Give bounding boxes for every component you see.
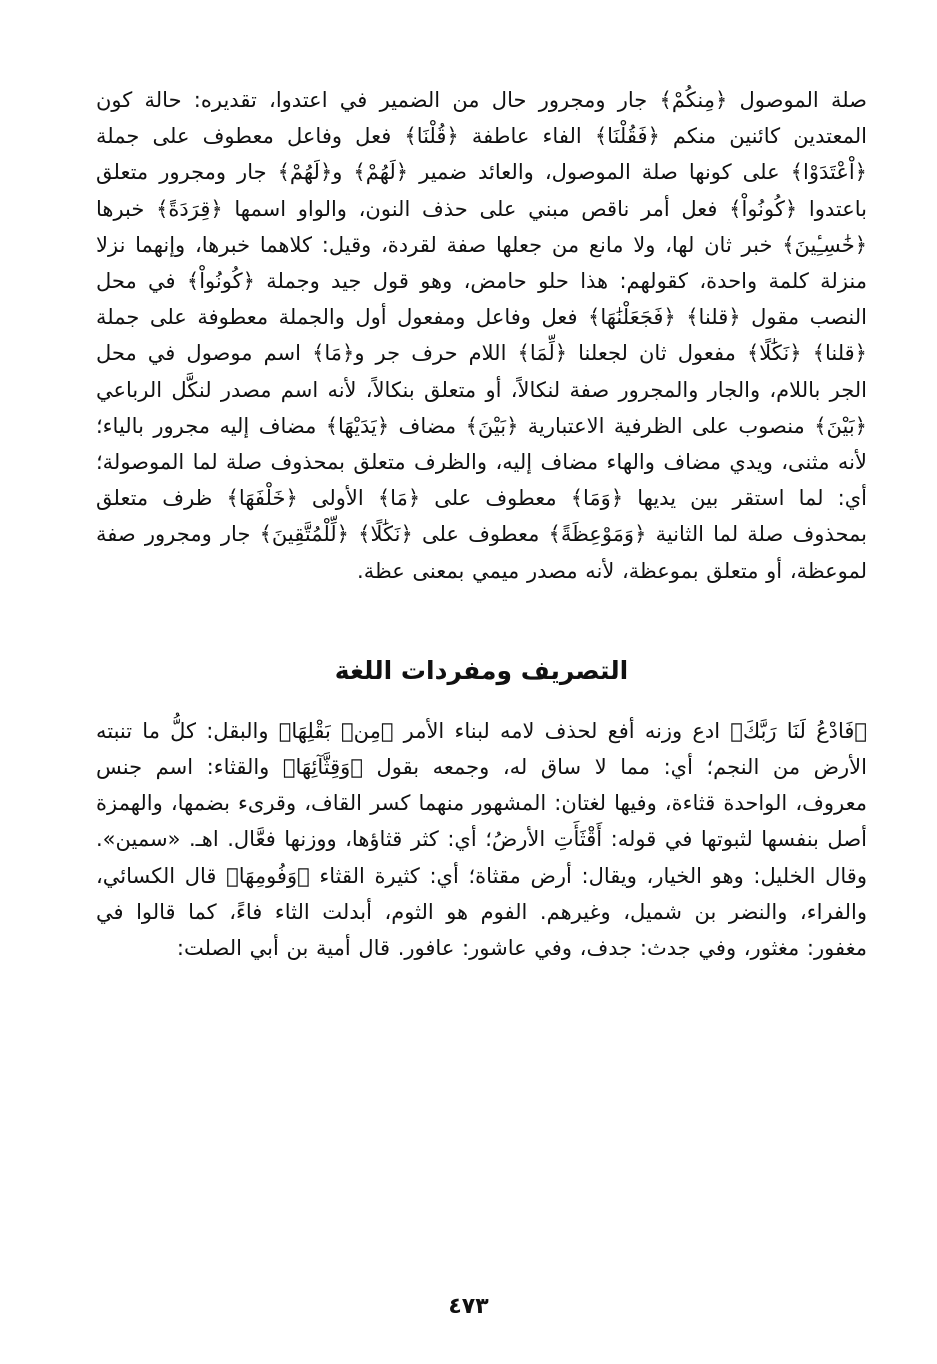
page-body <box>96 82 867 966</box>
paragraph-vocabulary: ﴿فَادْعُ لَنَا رَبَّكَ﴾ ادع وزنه أفع لحذف لامه لبناء الأمر ﴿مِنۢ بَقْلِهَا﴾ والبقل: كلُّ ما تنبته الأرض من النجم؛ أي: مما لا ساق له، وجمعه بقول ﴿وَقِثَّآئِهَا﴾ والقثاء: اسم جنس معروف، الواحدة قثاءة، وفيها لغتان: المشهور منهما كسر القاف، وقرىء بضمها، والهمزة أصل بنفسها لثبوتها في قوله: أَقْثَأَتِ الأرضُ؛ أي: كثر قثاؤها، ووزنها فعَّال. اهـ. «سمين». وقال الخليل: وهو الخيار، ويقال: أرض مقثاة؛ أي: كثيرة القثاء ﴿وَفُومِهَا﴾ قال الكسائي، والفراء، والنضر بن شميل، وغيرهم. الفوم هو الثوم، أبدلت الثاء فاءً، كما قالوا في مغفور: مغثور، وفي جدث: جدف، وفي عاشور: عافور. قال أمية بن أبي الصلت: <box>96 718 867 961</box>
paragraph-irab: صلة الموصول ﴿مِنكُمْ﴾ جار ومجرور حال من الضمير في اعتدوا، تقديره: حالة كون المعتدين كائنين منكم ﴿فَقُلْنَا﴾ الفاء عاطفة ﴿قُلْنَا﴾ فعل وفاعل معطوف على جملة ﴿اْعْتَدَوْا﴾ على كونها صلة الموصول، والعائد ضمير ﴿لَهُمْ﴾ و﴿لَهُمْ﴾ جار ومجرور متعلق باعتدوا ﴿كُونُواْ﴾ فعل أمر ناقص مبني على حذف النون، والواو اسمها ﴿قِرَدَةً﴾ خبرها ﴿خَٰسِـِٔينَ﴾ خبر ثان لها، ولا مانع من جعلها صفة لقردة، وقيل: كلاهما خبرها، وإنهما نزلا منزلة كلمة واحدة، كقولهم: هذا حلو حامض، وهو قول جيد وجملة ﴿كُونُواْ﴾ في محل النصب مقول ﴿قلنا﴾ ﴿فَجَعَلْنَٰهَا﴾ فعل وفاعل ومفعول أول والجملة معطوفة على جملة ﴿قلنا﴾ ﴿نَكَٰلًا﴾ مفعول ثان لجعلنا ﴿لِّمَا﴾ اللام حرف جر و﴿مَا﴾ اسم موصول في محل الجر باللام، والجار والمجرور صفة لنكالاً، أو متعلق بنكالاً، لأنه اسم مصدر لنكَّل الرباعي ﴿بَيْنَ﴾ منصوب على الظرفية الاعتبارية ﴿بَيْنَ﴾ مضاف ﴿يَدَيْهَا﴾ مضاف إليه مجرور بالياء؛ لأنه مثنى، ويدي مضاف والهاء مضاف إليه، والظرف متعلق بمحذوف صلة لما الموصولة؛ أي: لما استقر بين يديها ﴿وَمَا﴾ معطوف على ﴿مَا﴾ الأولى ﴿خَلْفَهَا﴾ ظرف متعلق بمحذوف صلة لما الثانية ﴿وَمَوْعِظَةً﴾ معطوف على ﴿نَكَٰلًا﴾ ﴿لِّلْمُتَّقِينَ﴾ جار ومجرور صفة لموعظة، أو متعلق بموعظة، لأنه مصدر ميمي بمعنى عظة. <box>96 88 867 583</box>
section-heading: التصريف ومفردات اللغة <box>334 655 629 685</box>
page-number: ٤٧٣ <box>448 1294 489 1319</box>
